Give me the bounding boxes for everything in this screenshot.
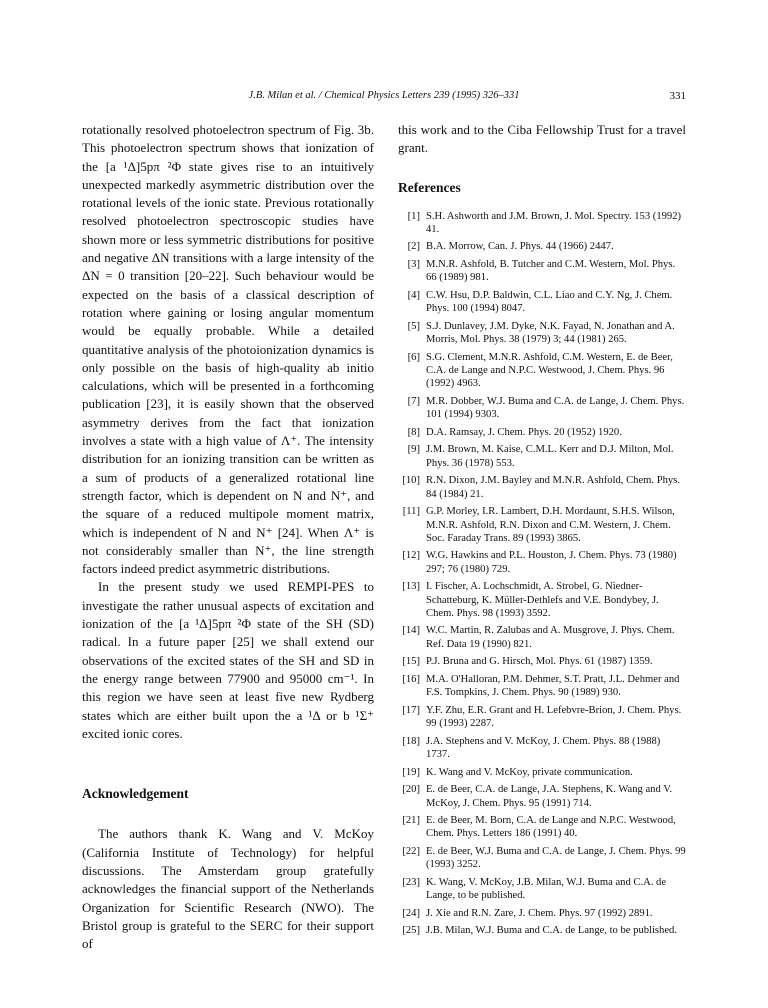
reference-number: [5] — [407, 320, 420, 332]
reference-item — [398, 258, 686, 285]
reference-item — [398, 240, 686, 253]
running-head: J.B. Milan et al. / Chemical Physics Letters 239 (1995) 326–331 — [248, 90, 520, 101]
reference-text: E. de Beer, M. Born, C.A. de Lange and N.P.C. Westwood, Chem. Phys. Letters 186 (1991) 40. — [426, 815, 676, 840]
reference-text: E. de Beer, W.J. Buma and C.A. de Lange, J. Chem. Phys. 99 (1993) 3252. — [426, 846, 686, 871]
body-paragraph-1: rotationally resolved photoelectron spectrum of Fig. 3b. This photoelectron spectrum shows that ionization of the [a ¹Δ]5pπ ²Φ state gives rise to an intuitively unexpected markedly asymmetric distribution over the rotational levels of the ionic state. Previous rotationally resolved photoelectron spectroscopic studies have shown more or less symmetric distributions for positive and negative ΔN transitions with a large intensity of the ΔN = 0 transition [20–22]. Such behaviour would be expected on the basis of a classical description of rotation where gaining or losing angular momentum would be equally probable. While a detailed quantitative analysis of the photoionization dynamics is only possible on the basis of high-quality ab initio calculations, which will be presented in a forthcoming publication [23], it is easily shown that the observed asymmetry derives from the fact that ionization involves a state with a high value of Λ⁺. The intensity distribution for an ionizing transition can be written as a sum of products of a generalized rotational line strength factor, which is dependent on N and N⁺, and the square of a reduced multipole moment matrix, which is independent of N and N⁺ [24]. When Λ⁺ is not considerably smaller than N⁺, the line strength factors indeed predict asymmetric distributions. — [82, 122, 374, 577]
right-column — [398, 121, 686, 942]
reference-item — [398, 673, 686, 700]
reference-number: [3] — [407, 259, 420, 271]
reference-number: [13] — [402, 581, 420, 593]
reference-number: [1] — [407, 210, 420, 222]
reference-item — [398, 907, 686, 920]
left-column — [82, 121, 374, 953]
reference-text: P.J. Bruna and G. Hirsch, Mol. Phys. 61 (1987) 1359. — [426, 656, 653, 668]
reference-text: K. Wang, V. McKoy, J.B. Milan, W.J. Buma and C.A. de Lange, to be published. — [426, 876, 667, 902]
acknowledgement-heading: Acknowledgement — [82, 786, 189, 802]
acknowledgement-continued: this work and to the Ciba Fellowship Trust for a travel grant. — [398, 122, 686, 156]
reference-item — [398, 289, 686, 316]
reference-number: [15] — [402, 656, 420, 668]
reference-text: R.N. Dixon, J.M. Bayley and M.N.R. Ashfold, Chem. Phys. 84 (1984) 21. — [426, 475, 680, 500]
reference-number: [2] — [407, 241, 420, 253]
reference-number: [9] — [407, 444, 420, 456]
references-list — [398, 210, 686, 938]
reference-text: S.J. Dunlavey, J.M. Dyke, N.K. Fayad, N. Jonathan and A. Morris, Mol. Phys. 38 (1979) 3; 44 (1981) 265. — [426, 320, 675, 346]
reference-item — [398, 210, 686, 237]
reference-text: J. Xie and R.N. Zare, J. Chem. Phys. 97 (1992) 2891. — [426, 907, 653, 919]
reference-text: W.G. Hawkins and P.L. Houston, J. Chem. Phys. 73 (1980) 297; 76 (1980) 729. — [426, 550, 677, 575]
reference-item — [398, 320, 686, 347]
reference-number: [17] — [402, 704, 420, 716]
reference-text: S.G. Clement, M.N.R. Ashfold, C.M. Western, E. de Beer, C.A. de Lange and N.P.C. Westwood, J. Chem. Phys. 96 (1992) 4963. — [426, 351, 673, 390]
reference-text: D.A. Ramsay, J. Chem. Phys. 20 (1952) 1920. — [426, 426, 622, 438]
reference-text: J.B. Milan, W.J. Buma and C.A. de Lange, to be published. — [426, 925, 677, 937]
reference-text: K. Wang and V. McKoy, private communication. — [426, 766, 633, 778]
reference-item — [398, 443, 686, 470]
reference-item — [398, 624, 686, 651]
reference-number: [25] — [402, 925, 420, 937]
reference-number: [18] — [402, 735, 420, 747]
reference-number: [12] — [402, 550, 420, 562]
reference-number: [24] — [402, 907, 420, 919]
reference-text: G.P. Morley, I.R. Lambert, D.H. Mordaunt, S.H.S. Wilson, M.N.R. Ashfold, R.N. Dixon and C.M. Western, J. Chem. Soc. Faraday Trans. 89 (1993) 3865. — [426, 506, 675, 544]
reference-item — [398, 783, 686, 810]
reference-text: M.A. O'Halloran, P.M. Dehmer, S.T. Pratt, J.L. Dehmer and F.S. Tompkins, J. Chem. Phys. 90 (1989) 930. — [426, 673, 680, 699]
reference-number: [19] — [402, 766, 420, 778]
reference-number: [16] — [402, 673, 420, 685]
reference-item — [398, 735, 686, 762]
reference-item — [398, 580, 686, 620]
reference-item — [398, 814, 686, 841]
reference-item — [398, 505, 686, 545]
reference-text: E. de Beer, C.A. de Lange, J.A. Stephens, K. Wang and V. McKoy, J. Chem. Phys. 95 (1991) 714. — [426, 784, 673, 809]
acknowledgement-text: The authors thank K. Wang and V. McKoy (California Institute of Technology) for helpful discussions. The Amsterdam group gratefully acknowledges the financial support of the Netherlands Organization for Scientific Research (NWO). The Bristol group is grateful to the SERC for their support of — [82, 826, 374, 952]
reference-item — [398, 474, 686, 501]
reference-item — [398, 766, 686, 779]
reference-text: C.W. Hsu, D.P. Baldwin, C.L. Liao and C.Y. Ng, J. Chem. Phys. 100 (1994) 8047. — [426, 289, 673, 315]
reference-item — [398, 395, 686, 422]
reference-text: J.M. Brown, M. Kaise, C.M.L. Kerr and D.J. Milton, Mol. Phys. 36 (1978) 553. — [426, 444, 674, 469]
reference-item — [398, 426, 686, 439]
reference-item — [398, 655, 686, 668]
page-number: 331 — [669, 90, 686, 102]
reference-number: [23] — [402, 876, 420, 888]
reference-item — [398, 845, 686, 872]
body-paragraph-2: In the present study we used REMPI-PES to investigate the rather unusual aspects of excitation and ionization of the [a ¹Δ]5pπ ²Φ state of the SH (SD) radical. In a future paper [25] we shall extend our observations of the excited states of the SH and SD in the energy range between 77900 and 95000 cm⁻¹. In this region we have seen at least five new Rydberg states which are either built upon the a ¹Δ or b ¹Σ⁺ excited ionic cores. — [82, 579, 374, 741]
reference-number: [8] — [407, 426, 420, 438]
reference-text: B.A. Morrow, Can. J. Phys. 44 (1966) 2447. — [426, 241, 614, 253]
reference-text: S.H. Ashworth and J.M. Brown, J. Mol. Spectry. 153 (1992) 41. — [426, 210, 682, 235]
reference-number: [4] — [407, 289, 420, 301]
reference-text: W.C. Martin, R. Zalubas and A. Musgrove, J. Phys. Chem. Ref. Data 19 (1990) 821. — [426, 625, 675, 650]
reference-number: [6] — [407, 351, 420, 363]
reference-text: Y.F. Zhu, E.R. Grant and H. Lefebvre-Brion, J. Chem. Phys. 99 (1993) 2287. — [426, 704, 682, 730]
reference-text: J.A. Stephens and V. McKoy, J. Chem. Phys. 88 (1988) 1737. — [426, 735, 661, 761]
reference-number: [22] — [402, 846, 420, 857]
reference-number: [21] — [402, 815, 420, 827]
reference-text: I. Fischer, A. Lochschmidt, A. Strobel, G. Niedner-Schatteburg, K. Müller-Dethlefs and V.E. Bondybey, J. Chem. Phys. 98 (1993) 3592. — [426, 581, 659, 619]
reference-number: [10] — [402, 475, 420, 487]
reference-number: [20] — [402, 784, 420, 796]
references-heading: References — [398, 179, 461, 195]
reference-item — [398, 876, 686, 903]
reference-number: [7] — [407, 395, 420, 407]
reference-item — [398, 924, 686, 937]
reference-text: M.R. Dobber, W.J. Buma and C.A. de Lange, J. Chem. Phys. 101 (1994) 9303. — [426, 395, 685, 421]
reference-number: [11] — [402, 506, 420, 518]
reference-text: M.N.R. Ashfold, B. Tutcher and C.M. Western, Mol. Phys. 66 (1989) 981. — [426, 259, 676, 284]
reference-item — [398, 351, 686, 391]
reference-item — [398, 704, 686, 731]
reference-number: [14] — [402, 625, 420, 637]
reference-item — [398, 549, 686, 576]
